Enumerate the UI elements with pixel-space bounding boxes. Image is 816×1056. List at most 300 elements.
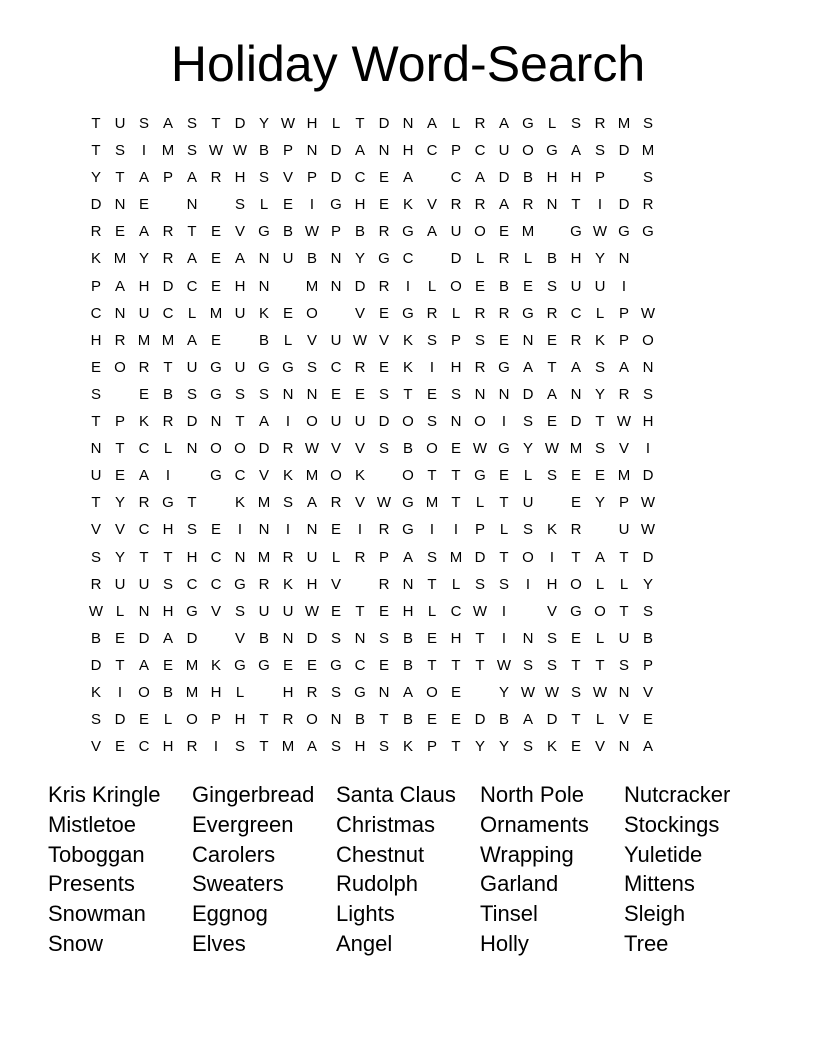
grid-cell[interactable]: E	[642, 711, 653, 729]
grid-cell[interactable]: A	[474, 169, 485, 187]
grid-cell[interactable]: O	[306, 413, 318, 431]
grid-cell[interactable]: R	[594, 115, 606, 132]
grid-cell[interactable]: N	[546, 196, 558, 214]
grid-cell[interactable]: M	[161, 142, 175, 160]
grid-cell[interactable]: R	[90, 223, 102, 241]
grid-cell[interactable]: R	[522, 196, 534, 214]
grid-cell[interactable]: I	[141, 142, 147, 160]
grid-cell[interactable]: R	[330, 494, 342, 512]
grid-cell[interactable]: U	[258, 602, 270, 620]
grid-cell[interactable]: O	[402, 467, 414, 485]
grid-cell[interactable]: E	[426, 711, 437, 729]
grid-cell[interactable]: T	[571, 711, 581, 729]
grid-cell[interactable]: V	[330, 575, 341, 593]
grid-cell[interactable]: S	[114, 142, 125, 160]
grid-cell[interactable]: U	[234, 304, 246, 322]
grid-cell[interactable]: L	[427, 602, 437, 620]
grid-cell[interactable]: G	[618, 223, 630, 241]
grid-cell[interactable]: H	[234, 169, 246, 187]
grid-cell[interactable]: R	[90, 575, 102, 593]
grid-cell[interactable]: N	[258, 250, 270, 268]
grid-cell[interactable]: R	[378, 277, 390, 295]
grid-cell[interactable]: D	[90, 656, 102, 674]
grid-cell[interactable]: T	[451, 494, 461, 512]
grid-cell[interactable]: K	[138, 413, 149, 431]
grid-cell[interactable]: G	[402, 521, 414, 539]
grid-cell[interactable]: N	[306, 385, 318, 403]
grid-cell[interactable]: S	[546, 629, 557, 647]
grid-cell[interactable]: T	[499, 494, 509, 512]
grid-cell[interactable]: S	[258, 169, 269, 187]
grid-cell[interactable]: R	[642, 196, 654, 214]
grid-cell[interactable]: P	[618, 331, 629, 349]
grid-cell[interactable]: L	[475, 494, 485, 512]
grid-cell[interactable]: S	[642, 115, 653, 132]
grid-cell[interactable]: A	[258, 413, 269, 431]
grid-cell[interactable]: D	[618, 196, 630, 214]
grid-cell[interactable]: S	[450, 385, 461, 403]
grid-cell[interactable]: V	[546, 602, 557, 620]
grid-cell[interactable]: M	[281, 738, 295, 756]
grid-cell[interactable]: M	[257, 494, 271, 512]
grid-cell[interactable]: S	[546, 656, 557, 674]
grid-cell[interactable]: N	[114, 304, 126, 322]
grid-cell[interactable]: A	[186, 169, 197, 187]
grid-cell[interactable]: R	[162, 413, 174, 431]
grid-cell[interactable]: Y	[594, 494, 605, 512]
grid-cell[interactable]: E	[138, 196, 149, 214]
grid-cell[interactable]: T	[355, 115, 365, 132]
grid-cell[interactable]: A	[306, 738, 317, 756]
grid-cell[interactable]: P	[426, 738, 437, 756]
grid-cell[interactable]: S	[186, 142, 197, 160]
grid-cell[interactable]: L	[451, 304, 461, 322]
grid-cell[interactable]: V	[114, 521, 125, 539]
grid-cell[interactable]: D	[258, 440, 270, 458]
grid-cell[interactable]: E	[498, 331, 509, 349]
grid-cell[interactable]: R	[450, 196, 462, 214]
grid-cell[interactable]: N	[330, 711, 342, 729]
grid-cell[interactable]: W	[472, 602, 488, 620]
grid-cell[interactable]: K	[90, 683, 101, 701]
grid-cell[interactable]: A	[522, 711, 533, 729]
grid-cell[interactable]: B	[258, 142, 269, 160]
grid-cell[interactable]: U	[186, 358, 198, 376]
grid-cell[interactable]: K	[258, 304, 269, 322]
grid-cell[interactable]: Y	[114, 548, 125, 566]
grid-cell[interactable]: O	[594, 602, 606, 620]
grid-cell[interactable]: W	[640, 304, 656, 322]
grid-cell[interactable]: E	[282, 196, 293, 214]
grid-cell[interactable]: M	[425, 494, 439, 512]
grid-cell[interactable]	[516, 601, 540, 628]
grid-cell[interactable]: U	[90, 467, 102, 485]
grid-cell[interactable]: S	[90, 711, 101, 729]
grid-cell[interactable]: E	[354, 385, 365, 403]
grid-cell[interactable]: C	[138, 738, 150, 756]
grid-cell[interactable]: L	[595, 575, 605, 593]
grid-cell[interactable]: G	[522, 304, 534, 322]
grid-cell[interactable]: G	[402, 223, 414, 241]
grid-cell[interactable]: R	[474, 115, 486, 132]
grid-cell[interactable]: T	[115, 169, 125, 187]
grid-cell[interactable]: C	[426, 142, 438, 160]
grid-cell[interactable]: G	[474, 467, 486, 485]
grid-cell[interactable]: E	[498, 467, 509, 485]
grid-cell[interactable]: N	[618, 250, 630, 268]
grid-cell[interactable]: R	[474, 196, 486, 214]
grid-cell[interactable]: B	[162, 683, 173, 701]
grid-cell[interactable]: L	[259, 196, 269, 214]
grid-cell[interactable]: K	[546, 738, 557, 756]
grid-cell[interactable]: O	[210, 440, 222, 458]
grid-cell[interactable]: H	[642, 413, 654, 431]
grid-cell[interactable]: Y	[138, 250, 149, 268]
grid-cell[interactable]: D	[330, 169, 342, 187]
grid-cell[interactable]: V	[618, 440, 629, 458]
grid-cell[interactable]: A	[306, 494, 317, 512]
grid-cell[interactable]: D	[642, 548, 654, 566]
grid-cell[interactable]	[372, 465, 396, 492]
grid-cell[interactable]: R	[114, 331, 126, 349]
grid-cell[interactable]: D	[114, 711, 126, 729]
grid-cell[interactable]: U	[330, 331, 342, 349]
grid-cell[interactable]: H	[234, 711, 246, 729]
grid-cell[interactable]: I	[549, 548, 555, 566]
grid-cell[interactable]: R	[474, 358, 486, 376]
grid-cell[interactable]: N	[282, 629, 294, 647]
grid-cell[interactable]: I	[213, 738, 219, 756]
grid-cell[interactable]: D	[330, 142, 342, 160]
grid-cell[interactable]: C	[90, 304, 102, 322]
grid-cell[interactable]: E	[522, 277, 533, 295]
grid-cell[interactable]: I	[357, 521, 363, 539]
grid-cell[interactable]: N	[210, 413, 222, 431]
grid-cell[interactable]: B	[642, 629, 653, 647]
grid-cell[interactable]: E	[450, 683, 461, 701]
grid-cell[interactable]: B	[354, 711, 365, 729]
grid-cell[interactable]: W	[520, 683, 536, 701]
grid-cell[interactable]	[612, 167, 636, 194]
grid-cell[interactable]: D	[90, 196, 102, 214]
grid-cell[interactable]: L	[187, 304, 197, 322]
grid-cell[interactable]: S	[378, 385, 389, 403]
grid-cell[interactable]: M	[185, 683, 199, 701]
grid-cell[interactable]: I	[501, 602, 507, 620]
grid-cell[interactable]: O	[306, 711, 318, 729]
grid-cell[interactable]: S	[186, 385, 197, 403]
grid-cell[interactable]	[636, 248, 660, 275]
grid-cell[interactable]: V	[282, 169, 293, 187]
grid-cell[interactable]: O	[426, 683, 438, 701]
grid-cell[interactable]: S	[330, 629, 341, 647]
grid-cell[interactable]: T	[235, 413, 245, 431]
grid-cell[interactable]: A	[402, 683, 413, 701]
grid-cell[interactable]: A	[570, 142, 581, 160]
grid-cell[interactable]: C	[354, 169, 366, 187]
grid-cell[interactable]: E	[378, 656, 389, 674]
grid-cell[interactable]: P	[618, 494, 629, 512]
grid-cell[interactable]: K	[210, 656, 221, 674]
grid-cell[interactable]: W	[592, 223, 608, 241]
grid-cell[interactable]: H	[402, 142, 414, 160]
grid-cell[interactable]: A	[234, 250, 245, 268]
grid-cell[interactable]: M	[161, 331, 175, 349]
grid-cell[interactable]: T	[571, 196, 581, 214]
grid-cell[interactable]: I	[117, 683, 123, 701]
grid-cell[interactable]: L	[595, 711, 605, 729]
grid-cell[interactable]: U	[330, 413, 342, 431]
grid-cell[interactable]: I	[405, 277, 411, 295]
grid-cell[interactable]: Y	[90, 169, 101, 187]
grid-cell[interactable]: R	[186, 738, 198, 756]
grid-cell[interactable]: P	[594, 169, 605, 187]
grid-cell[interactable]: G	[162, 494, 174, 512]
grid-cell[interactable]: S	[234, 738, 245, 756]
grid-cell[interactable]: G	[402, 494, 414, 512]
grid-cell[interactable]: W	[544, 440, 560, 458]
grid-cell[interactable]: R	[474, 304, 486, 322]
grid-cell[interactable]: S	[426, 413, 437, 431]
grid-cell[interactable]: W	[640, 494, 656, 512]
grid-cell[interactable]: M	[641, 142, 655, 160]
grid-cell[interactable]: A	[138, 169, 149, 187]
grid-cell[interactable]: O	[474, 223, 486, 241]
grid-cell[interactable]: D	[162, 277, 174, 295]
grid-cell[interactable]: U	[570, 277, 582, 295]
grid-cell[interactable]: H	[354, 196, 366, 214]
grid-cell[interactable]: C	[138, 440, 150, 458]
grid-cell[interactable]: P	[282, 142, 293, 160]
grid-cell[interactable]: P	[378, 548, 389, 566]
grid-cell[interactable]: I	[501, 413, 507, 431]
grid-cell[interactable]: N	[450, 413, 462, 431]
grid-cell[interactable]: P	[114, 413, 125, 431]
grid-cell[interactable]: E	[282, 304, 293, 322]
grid-cell[interactable]: S	[594, 358, 605, 376]
grid-cell[interactable]	[324, 303, 348, 330]
grid-cell[interactable]: U	[594, 277, 606, 295]
grid-cell[interactable]: A	[642, 738, 653, 756]
grid-cell[interactable]: T	[571, 656, 581, 674]
grid-cell[interactable]	[156, 194, 180, 221]
grid-cell[interactable]: Y	[522, 440, 533, 458]
grid-cell[interactable]: H	[162, 738, 174, 756]
grid-cell[interactable]: H	[138, 277, 150, 295]
grid-cell[interactable]: S	[522, 413, 533, 431]
grid-cell[interactable]: S	[234, 602, 245, 620]
grid-cell[interactable]: N	[186, 440, 198, 458]
grid-cell[interactable]: B	[162, 385, 173, 403]
grid-cell[interactable]: B	[258, 629, 269, 647]
grid-cell[interactable]: E	[330, 385, 341, 403]
grid-cell[interactable]: E	[570, 629, 581, 647]
grid-cell[interactable]: R	[282, 711, 294, 729]
grid-cell[interactable]: B	[402, 629, 413, 647]
grid-cell[interactable]: V	[258, 467, 269, 485]
grid-cell[interactable]: L	[331, 115, 341, 132]
grid-cell[interactable]: G	[186, 602, 198, 620]
grid-cell[interactable]: B	[282, 223, 293, 241]
grid-cell[interactable]: R	[378, 575, 390, 593]
grid-cell[interactable]: I	[453, 521, 459, 539]
grid-cell[interactable]: E	[474, 277, 485, 295]
grid-cell[interactable]: H	[282, 683, 294, 701]
grid-cell[interactable]: N	[114, 196, 126, 214]
grid-cell[interactable]: S	[594, 142, 605, 160]
grid-cell[interactable]: P	[450, 331, 461, 349]
grid-cell[interactable]: P	[306, 169, 317, 187]
grid-cell[interactable]: V	[642, 683, 653, 701]
grid-cell[interactable]: T	[211, 115, 221, 132]
grid-cell[interactable]: E	[306, 656, 317, 674]
grid-cell[interactable]	[108, 384, 132, 411]
grid-cell[interactable]: E	[114, 223, 125, 241]
grid-cell[interactable]: G	[498, 358, 510, 376]
grid-cell[interactable]: U	[138, 575, 150, 593]
grid-cell[interactable]: H	[402, 602, 414, 620]
grid-cell[interactable]: N	[186, 196, 198, 214]
grid-cell[interactable]: T	[259, 738, 269, 756]
grid-cell[interactable]: N	[402, 115, 414, 132]
grid-cell[interactable]: G	[282, 358, 294, 376]
grid-cell[interactable]: C	[450, 169, 462, 187]
grid-cell[interactable]: T	[91, 115, 101, 132]
grid-cell[interactable]: T	[499, 548, 509, 566]
grid-cell[interactable]: N	[90, 440, 102, 458]
grid-cell[interactable]: E	[138, 385, 149, 403]
grid-cell[interactable]: U	[114, 575, 126, 593]
grid-cell[interactable]: E	[546, 413, 557, 431]
grid-cell[interactable]: H	[162, 521, 174, 539]
grid-cell[interactable]: S	[330, 683, 341, 701]
grid-cell[interactable]: N	[498, 385, 510, 403]
grid-cell[interactable]: V	[354, 494, 365, 512]
grid-cell[interactable]: W	[592, 683, 608, 701]
grid-cell[interactable]: V	[594, 738, 605, 756]
grid-cell[interactable]: B	[402, 711, 413, 729]
grid-cell[interactable]: U	[114, 115, 126, 132]
grid-cell[interactable]: D	[522, 385, 534, 403]
grid-cell[interactable]	[348, 574, 372, 601]
grid-cell[interactable]: S	[162, 575, 173, 593]
grid-cell[interactable]: N	[378, 683, 390, 701]
grid-cell[interactable]: N	[618, 683, 630, 701]
grid-cell[interactable]: M	[569, 440, 583, 458]
grid-cell[interactable]: E	[570, 494, 581, 512]
grid-cell[interactable]: I	[429, 521, 435, 539]
grid-cell[interactable]: T	[163, 358, 173, 376]
grid-cell[interactable]: S	[522, 738, 533, 756]
grid-cell[interactable]: N	[258, 521, 270, 539]
grid-cell[interactable]: S	[594, 440, 605, 458]
grid-cell[interactable]: V	[234, 223, 245, 241]
grid-cell[interactable]: G	[330, 196, 342, 214]
grid-cell[interactable]: O	[114, 358, 126, 376]
grid-cell[interactable]: C	[162, 304, 174, 322]
grid-cell[interactable]: R	[210, 169, 222, 187]
grid-cell[interactable]: P	[90, 277, 101, 295]
grid-cell[interactable]: N	[618, 738, 630, 756]
grid-cell[interactable]: M	[209, 304, 223, 322]
grid-cell[interactable]: R	[378, 521, 390, 539]
grid-cell[interactable]: G	[330, 656, 342, 674]
grid-cell[interactable]: H	[90, 331, 102, 349]
grid-cell[interactable]: T	[427, 467, 437, 485]
grid-cell[interactable]: D	[378, 413, 390, 431]
grid-cell[interactable]: S	[522, 521, 533, 539]
grid-cell[interactable]: R	[258, 575, 270, 593]
grid-cell[interactable]: E	[210, 223, 221, 241]
grid-cell[interactable]: V	[306, 331, 317, 349]
grid-cell[interactable]	[204, 628, 228, 655]
grid-cell[interactable]: W	[472, 440, 488, 458]
grid-cell[interactable]: A	[354, 142, 365, 160]
grid-cell[interactable]: T	[259, 711, 269, 729]
grid-cell[interactable]: O	[522, 142, 534, 160]
grid-cell[interactable]: G	[210, 467, 222, 485]
grid-cell[interactable]: N	[258, 277, 270, 295]
grid-cell[interactable]: I	[165, 467, 171, 485]
grid-cell[interactable]: E	[378, 358, 389, 376]
grid-cell[interactable]: A	[546, 385, 557, 403]
grid-cell[interactable]: K	[90, 250, 101, 268]
grid-cell[interactable]: S	[186, 115, 197, 132]
grid-cell[interactable]: R	[162, 250, 174, 268]
grid-cell[interactable]: G	[258, 656, 270, 674]
grid-cell[interactable]: K	[402, 331, 413, 349]
grid-cell[interactable]: S	[426, 548, 437, 566]
grid-cell[interactable]: V	[354, 440, 365, 458]
grid-cell[interactable]: D	[474, 711, 486, 729]
grid-cell[interactable]: L	[163, 440, 173, 458]
grid-cell[interactable]: K	[402, 196, 413, 214]
grid-cell[interactable]: H	[546, 575, 558, 593]
grid-cell[interactable]: Y	[498, 738, 509, 756]
grid-cell[interactable]: G	[210, 385, 222, 403]
grid-cell[interactable]	[204, 194, 228, 221]
grid-cell[interactable]: A	[498, 196, 509, 214]
grid-cell[interactable]: T	[451, 467, 461, 485]
grid-cell[interactable]: S	[546, 467, 557, 485]
grid-cell[interactable]: H	[306, 575, 318, 593]
grid-cell[interactable]: A	[162, 115, 173, 132]
grid-cell[interactable]: E	[546, 331, 557, 349]
grid-cell[interactable]: T	[91, 142, 101, 160]
grid-cell[interactable]: P	[162, 169, 173, 187]
grid-cell[interactable]: N	[402, 575, 414, 593]
grid-cell[interactable]: M	[137, 331, 151, 349]
grid-cell[interactable]: V	[234, 629, 245, 647]
grid-cell[interactable]: R	[354, 358, 366, 376]
grid-cell[interactable]: I	[309, 196, 315, 214]
grid-cell[interactable]: T	[115, 656, 125, 674]
grid-cell[interactable]: R	[138, 358, 150, 376]
grid-cell[interactable]: R	[546, 304, 558, 322]
grid-cell[interactable]: B	[498, 711, 509, 729]
grid-cell[interactable]: Y	[354, 250, 365, 268]
grid-cell[interactable]	[276, 276, 300, 303]
grid-cell[interactable]: I	[285, 413, 291, 431]
grid-cell[interactable]: A	[402, 169, 413, 187]
grid-cell[interactable]: G	[498, 440, 510, 458]
grid-cell[interactable]: W	[640, 521, 656, 539]
grid-cell[interactable]: H	[354, 738, 366, 756]
grid-cell[interactable]: H	[186, 548, 198, 566]
grid-cell[interactable]: R	[426, 304, 438, 322]
grid-cell[interactable]: S	[378, 738, 389, 756]
grid-cell[interactable]: E	[114, 629, 125, 647]
